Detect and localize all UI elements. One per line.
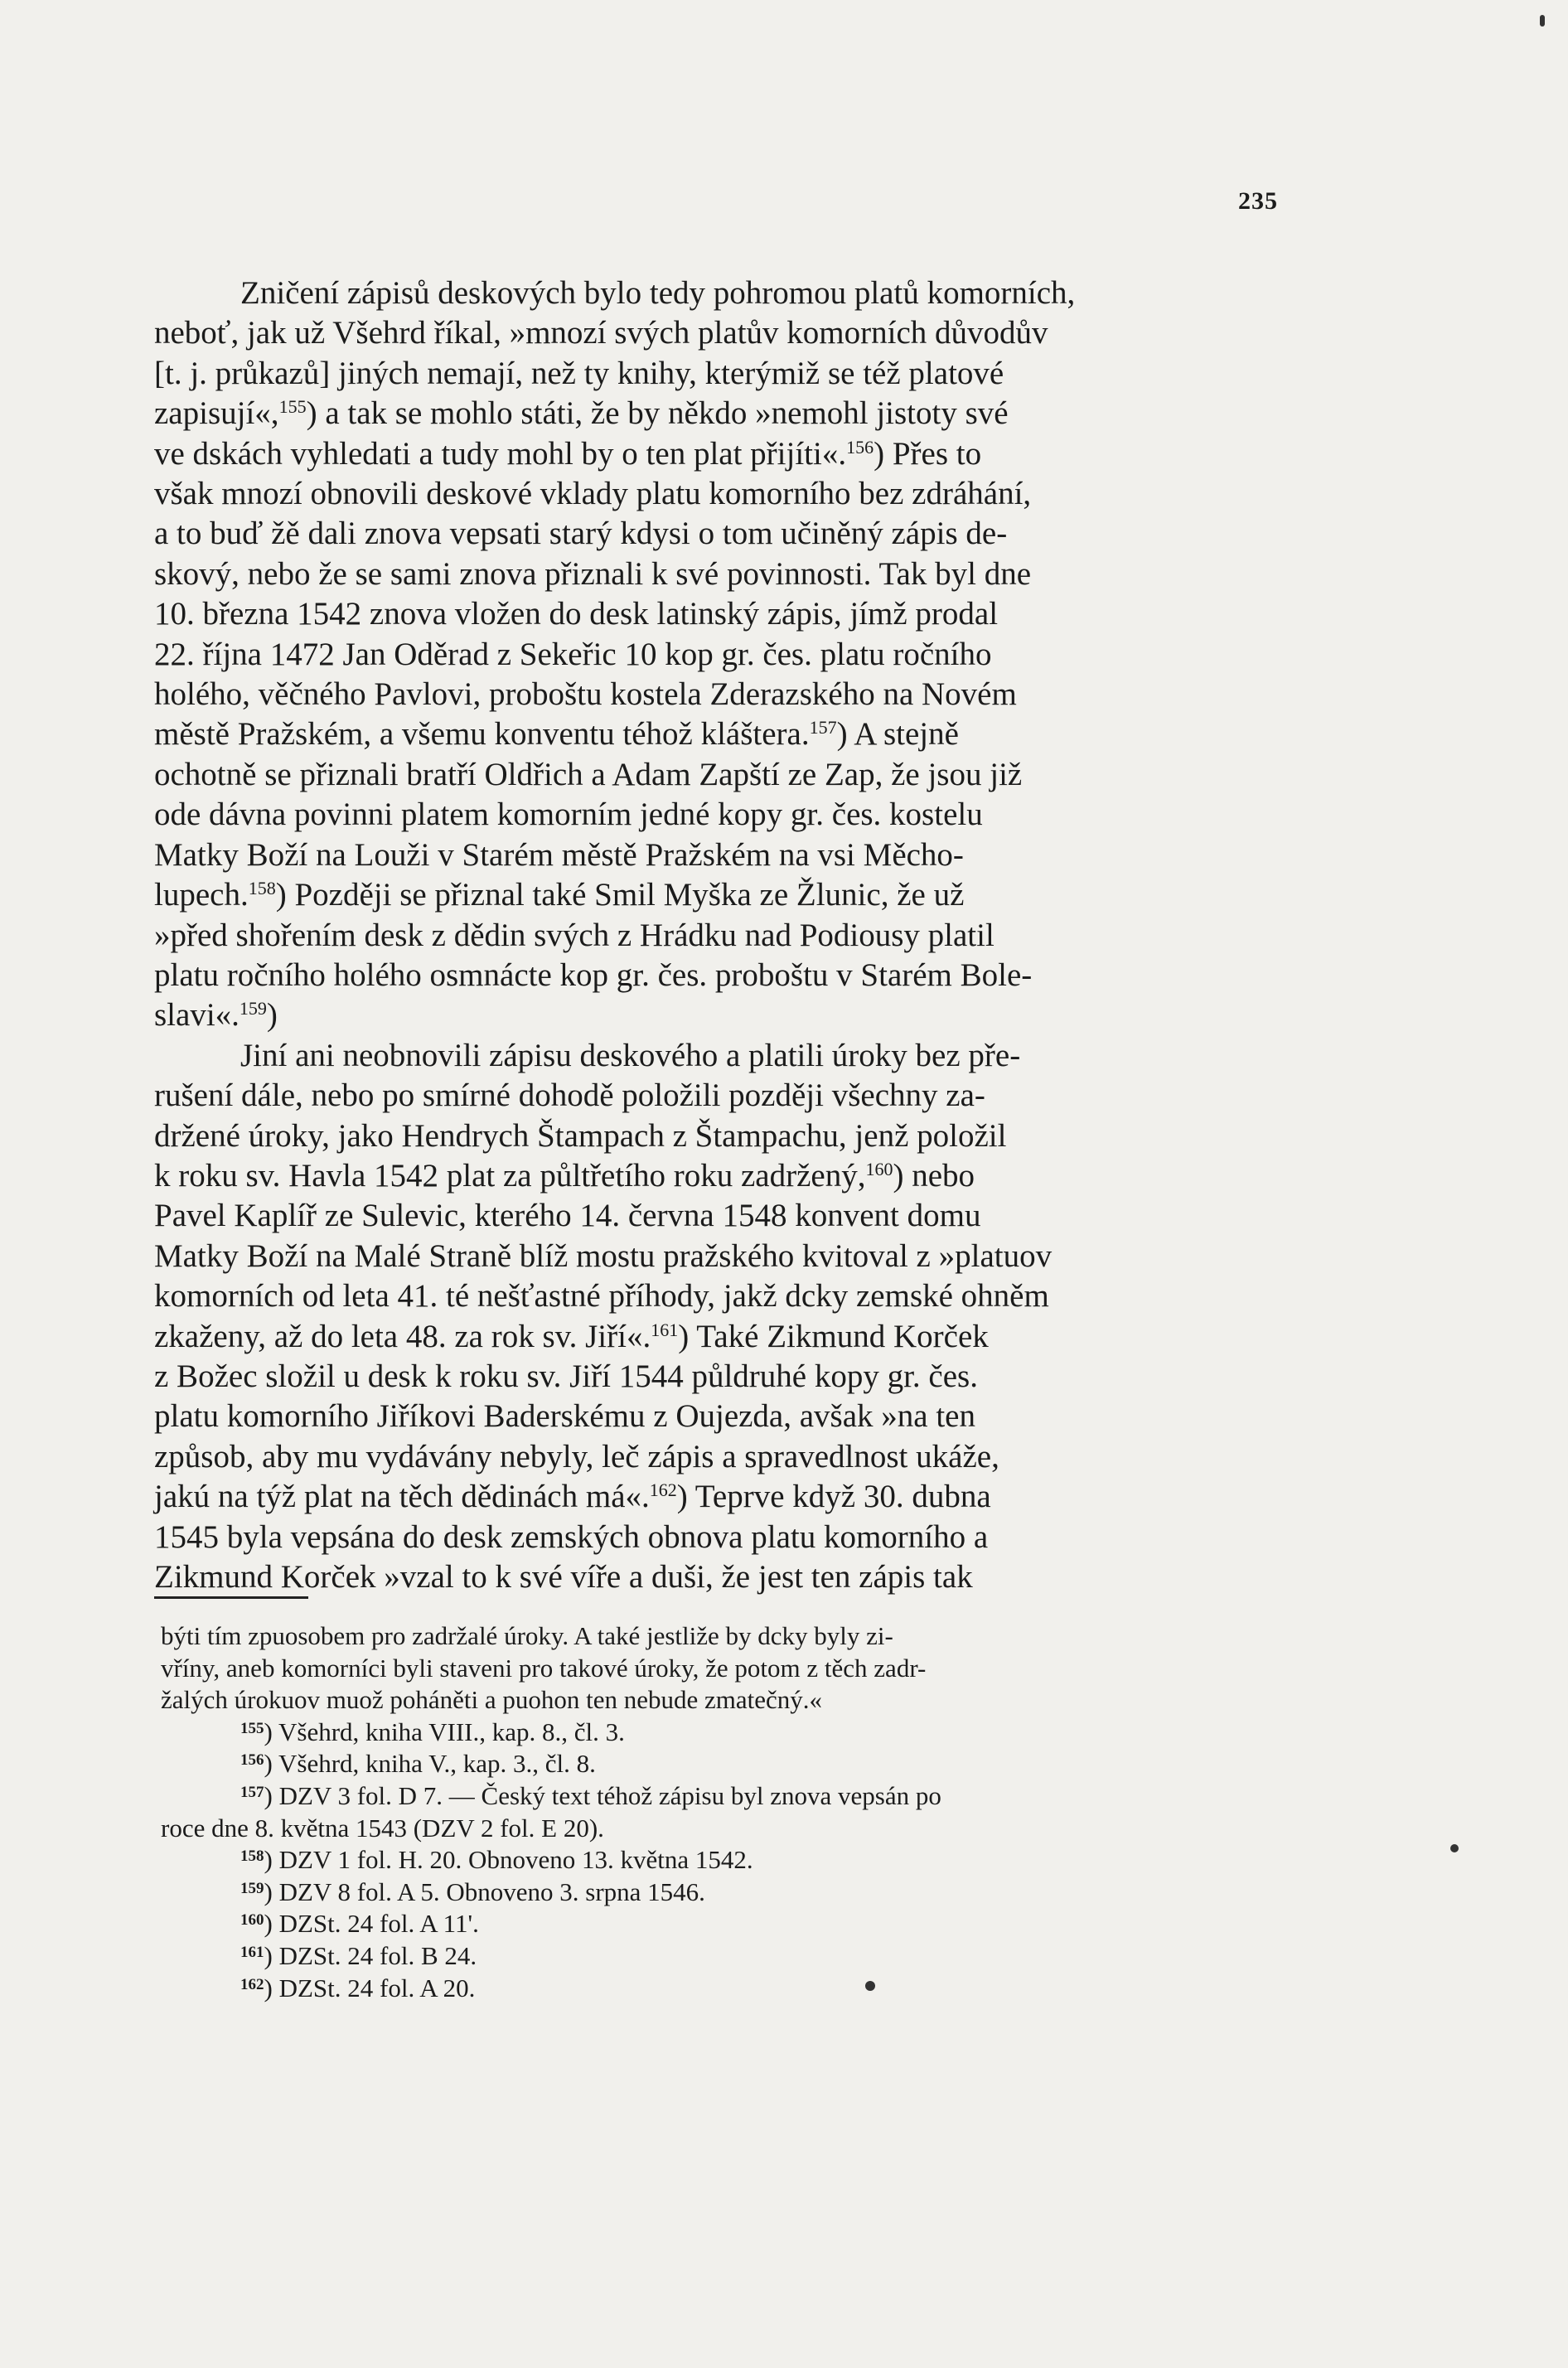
text-line: jakú na týž plat na těch dědinách má«.$^{162}$) Teprve když 30. dubna — [154, 1479, 991, 1515]
footnote-number: 156 — [240, 1751, 264, 1770]
text-line: a to buď žě dali znova vepsati starý kdysi o tom učiněný zápis de- — [154, 516, 1008, 552]
footnote-160: $^{160}$) DZSt. 24 fol. A 11'. — [240, 1909, 479, 1939]
footnote-ref: 161 — [651, 1319, 679, 1340]
text-line: Zikmund Korček »vzal to k své víře a duši, že jest ten zápis tak — [154, 1559, 973, 1595]
footnote-157: $^{157}$) DZV 3 fol. D 7. — Český text téhož zápisu byl znova vepsán po — [240, 1780, 941, 1810]
text-line: slavi«.$^{159}$) — [154, 997, 278, 1034]
text-line: Pavel Kaplíř ze Sulevic, kterého 14. června 1548 konvent domu — [154, 1198, 981, 1234]
text-line: ve dskách vyhledati a tudy mohl by o ten plat přijíti«.$^{156}$) Přes to — [154, 435, 982, 472]
footnotes — [161, 1620, 1288, 2004]
text-line: neboť, jak už Všehrd říkal, »mnozí svých platův komorních důvodův — [154, 315, 1048, 351]
text-line: platu komorního Jiříkovi Baderskému z Oujezda, avšak »na ten — [154, 1398, 975, 1435]
footnote-ref: 155 — [278, 396, 307, 418]
footnote-number: 161 — [240, 1943, 264, 1961]
text-line: holého, věčného Pavlovi, proboštu kostela Zderazského na Novém — [154, 676, 1017, 713]
text-line: ode dávna povinni platem komorním jedné kopy gr. čes. kostelu — [154, 797, 983, 833]
footnote-text: Všehrd, kniha VIII., kap. 8., čl. 3. — [278, 1717, 625, 1746]
text-line: způsob, aby mu vydávány nebyly, leč zápis a spravedlnost ukáže, — [154, 1438, 999, 1475]
footnote-text: DZSt. 24 fol. A 11'. — [278, 1909, 479, 1939]
footnote-ref: 159 — [239, 998, 267, 1019]
footnote-number: 162 — [240, 1975, 264, 1993]
text-line: skový, nebo že se sami znova přiznali k své povinnosti. Tak byl dne — [154, 555, 1032, 592]
text-line: rušení dále, nebo po smírné dohodě položili později všechny za- — [154, 1077, 985, 1114]
text-line: 22. října 1472 Jan Oděrad z Sekeřic 10 kop gr. čes. platu ročního — [154, 636, 992, 672]
footnote-161: $^{161}$) DZSt. 24 fol. B 24. — [240, 1940, 477, 1970]
text-line: 10. března 1542 znova vložen do desk latinský zápis, jímž prodal — [154, 596, 999, 632]
text-line: ochotně se přiznali bratří Oldřich a Adam Zapští ze Zap, že jsou již — [154, 756, 1023, 792]
footnote-number: 157 — [240, 1783, 264, 1801]
footnote-ref: 160 — [865, 1158, 893, 1179]
footnote-text: Všehrd, kniha V., kap. 3., čl. 8. — [278, 1749, 596, 1779]
text-line: však mnozí obnovili deskové vklady platu komorního bez zdráhání, — [154, 476, 1032, 512]
text-line: [t. j. průkazů] jiných nemají, než ty knihy, kterýmiž se též platové — [154, 355, 1004, 391]
text-line: k roku sv. Havla 1542 plat za půltřetího roku zadržený,$^{160}$) nebo — [154, 1157, 975, 1194]
print-speck — [1540, 15, 1545, 27]
text-line: z Božec složil u desk k roku sv. Jiří 1544 půldruhé kopy gr. čes. — [154, 1358, 978, 1394]
text-line: městě Pražském, a všemu konventu téhož kláštera.$^{157}$) A stejně — [154, 716, 959, 753]
footnote-ref: 158 — [248, 878, 276, 899]
text-line: platu ročního holého osmnácte kop gr. čes. proboštu v Starém Bole- — [154, 956, 1033, 993]
text-line: Jiní ani neobnovili zápisu deskového a platili úroky bez pře- — [240, 1037, 1021, 1073]
text-line: Matky Boží na Louži v Starém městě Pražském na vsi Měcho- — [154, 836, 964, 873]
text-line: zapisují«,$^{155}$) a tak se mohlo státi, že by někdo »nemohl jistoty své — [154, 395, 1009, 432]
footnote-text: DZV 1 fol. H. 20. Obnoveno 13. května 1542. — [278, 1845, 753, 1875]
footnote-ref: 156 — [846, 436, 874, 458]
text-line: »před shořením desk z dědin svých z Hrádku nad Podiousy platil — [154, 917, 995, 953]
text-line: 1545 byla vepsána do desk zemských obnova platu komorního a — [154, 1518, 989, 1555]
text-line: zkaženy, až do leta 48. za rok sv. Jiří«.$^{161}$) Také Zikmund Korček — [154, 1318, 989, 1354]
footnote-text: DZV 8 fol. A 5. Obnoveno 3. srpna 1546. — [278, 1876, 705, 1906]
footnote-156: $^{156}$) Všehrd, kniha V., kap. 3., čl. 8. — [240, 1749, 596, 1779]
footnote-162: $^{162}$) DZSt. 24 fol. A 20. — [240, 1973, 476, 2002]
print-speck — [865, 1981, 875, 1991]
footnote-text: DZSt. 24 fol. A 20. — [278, 1973, 476, 2002]
print-speck — [1450, 1844, 1459, 1852]
text-line: Matky Boží na Malé Straně blíž mostu pražského kvitoval z »platuov — [154, 1237, 1053, 1274]
footnote-158: $^{158}$) DZV 1 fol. H. 20. Obnoveno 13. května 1542. — [240, 1845, 753, 1875]
footnote-continuation-line: býti tím zpuosobem pro zadržalé úroky. A také jestliže by dcky byly zi- — [161, 1621, 893, 1650]
footnote-ref: 157 — [809, 717, 837, 738]
footnote-159: $^{159}$) DZV 8 fol. A 5. Obnoveno 3. srpna 1546. — [240, 1876, 705, 1906]
footnote-rule — [154, 1596, 308, 1599]
text-line: komorních od leta 41. té nešťastné příhody, jakž dcky zemské ohněm — [154, 1278, 1049, 1315]
footnote-continuation-line: žalých úrokuov muož poháněti a puohon ten nebude zmatečný.« — [161, 1685, 822, 1715]
footnote-157-continuation: roce dne 8. května 1543 (DZV 2 fol. E 20). — [161, 1813, 604, 1843]
footnote-text: DZV 3 fol. D 7. — Český text téhož zápisu byl znova vepsán po — [278, 1780, 941, 1810]
text-line: držené úroky, jako Hendrych Štampach z Štampachu, jenž položil — [154, 1117, 1007, 1154]
page-number: 235 — [1238, 187, 1278, 215]
footnote-ref: 162 — [649, 1479, 677, 1501]
text-line: Zničení zápisů deskových bylo tedy pohromou platů komorních, — [240, 275, 1076, 311]
text-line: lupech.$^{158}$) Později se přiznal také Smil Myška ze Žlunic, že už — [154, 877, 965, 913]
footnote-number: 160 — [240, 1911, 264, 1930]
footnote-text: DZSt. 24 fol. B 24. — [278, 1940, 477, 1970]
footnote-number: 159 — [240, 1879, 264, 1897]
footnote-continuation-line: vříny, aneb komorníci byli staveni pro takové úroky, že potom z těch zadr- — [161, 1653, 927, 1683]
footnote-number: 158 — [240, 1847, 264, 1866]
footnote-155: $^{155}$) Všehrd, kniha VIII., kap. 8., čl. 3. — [240, 1717, 625, 1746]
footnote-number: 155 — [240, 1719, 264, 1737]
body-text — [154, 274, 1283, 1597]
